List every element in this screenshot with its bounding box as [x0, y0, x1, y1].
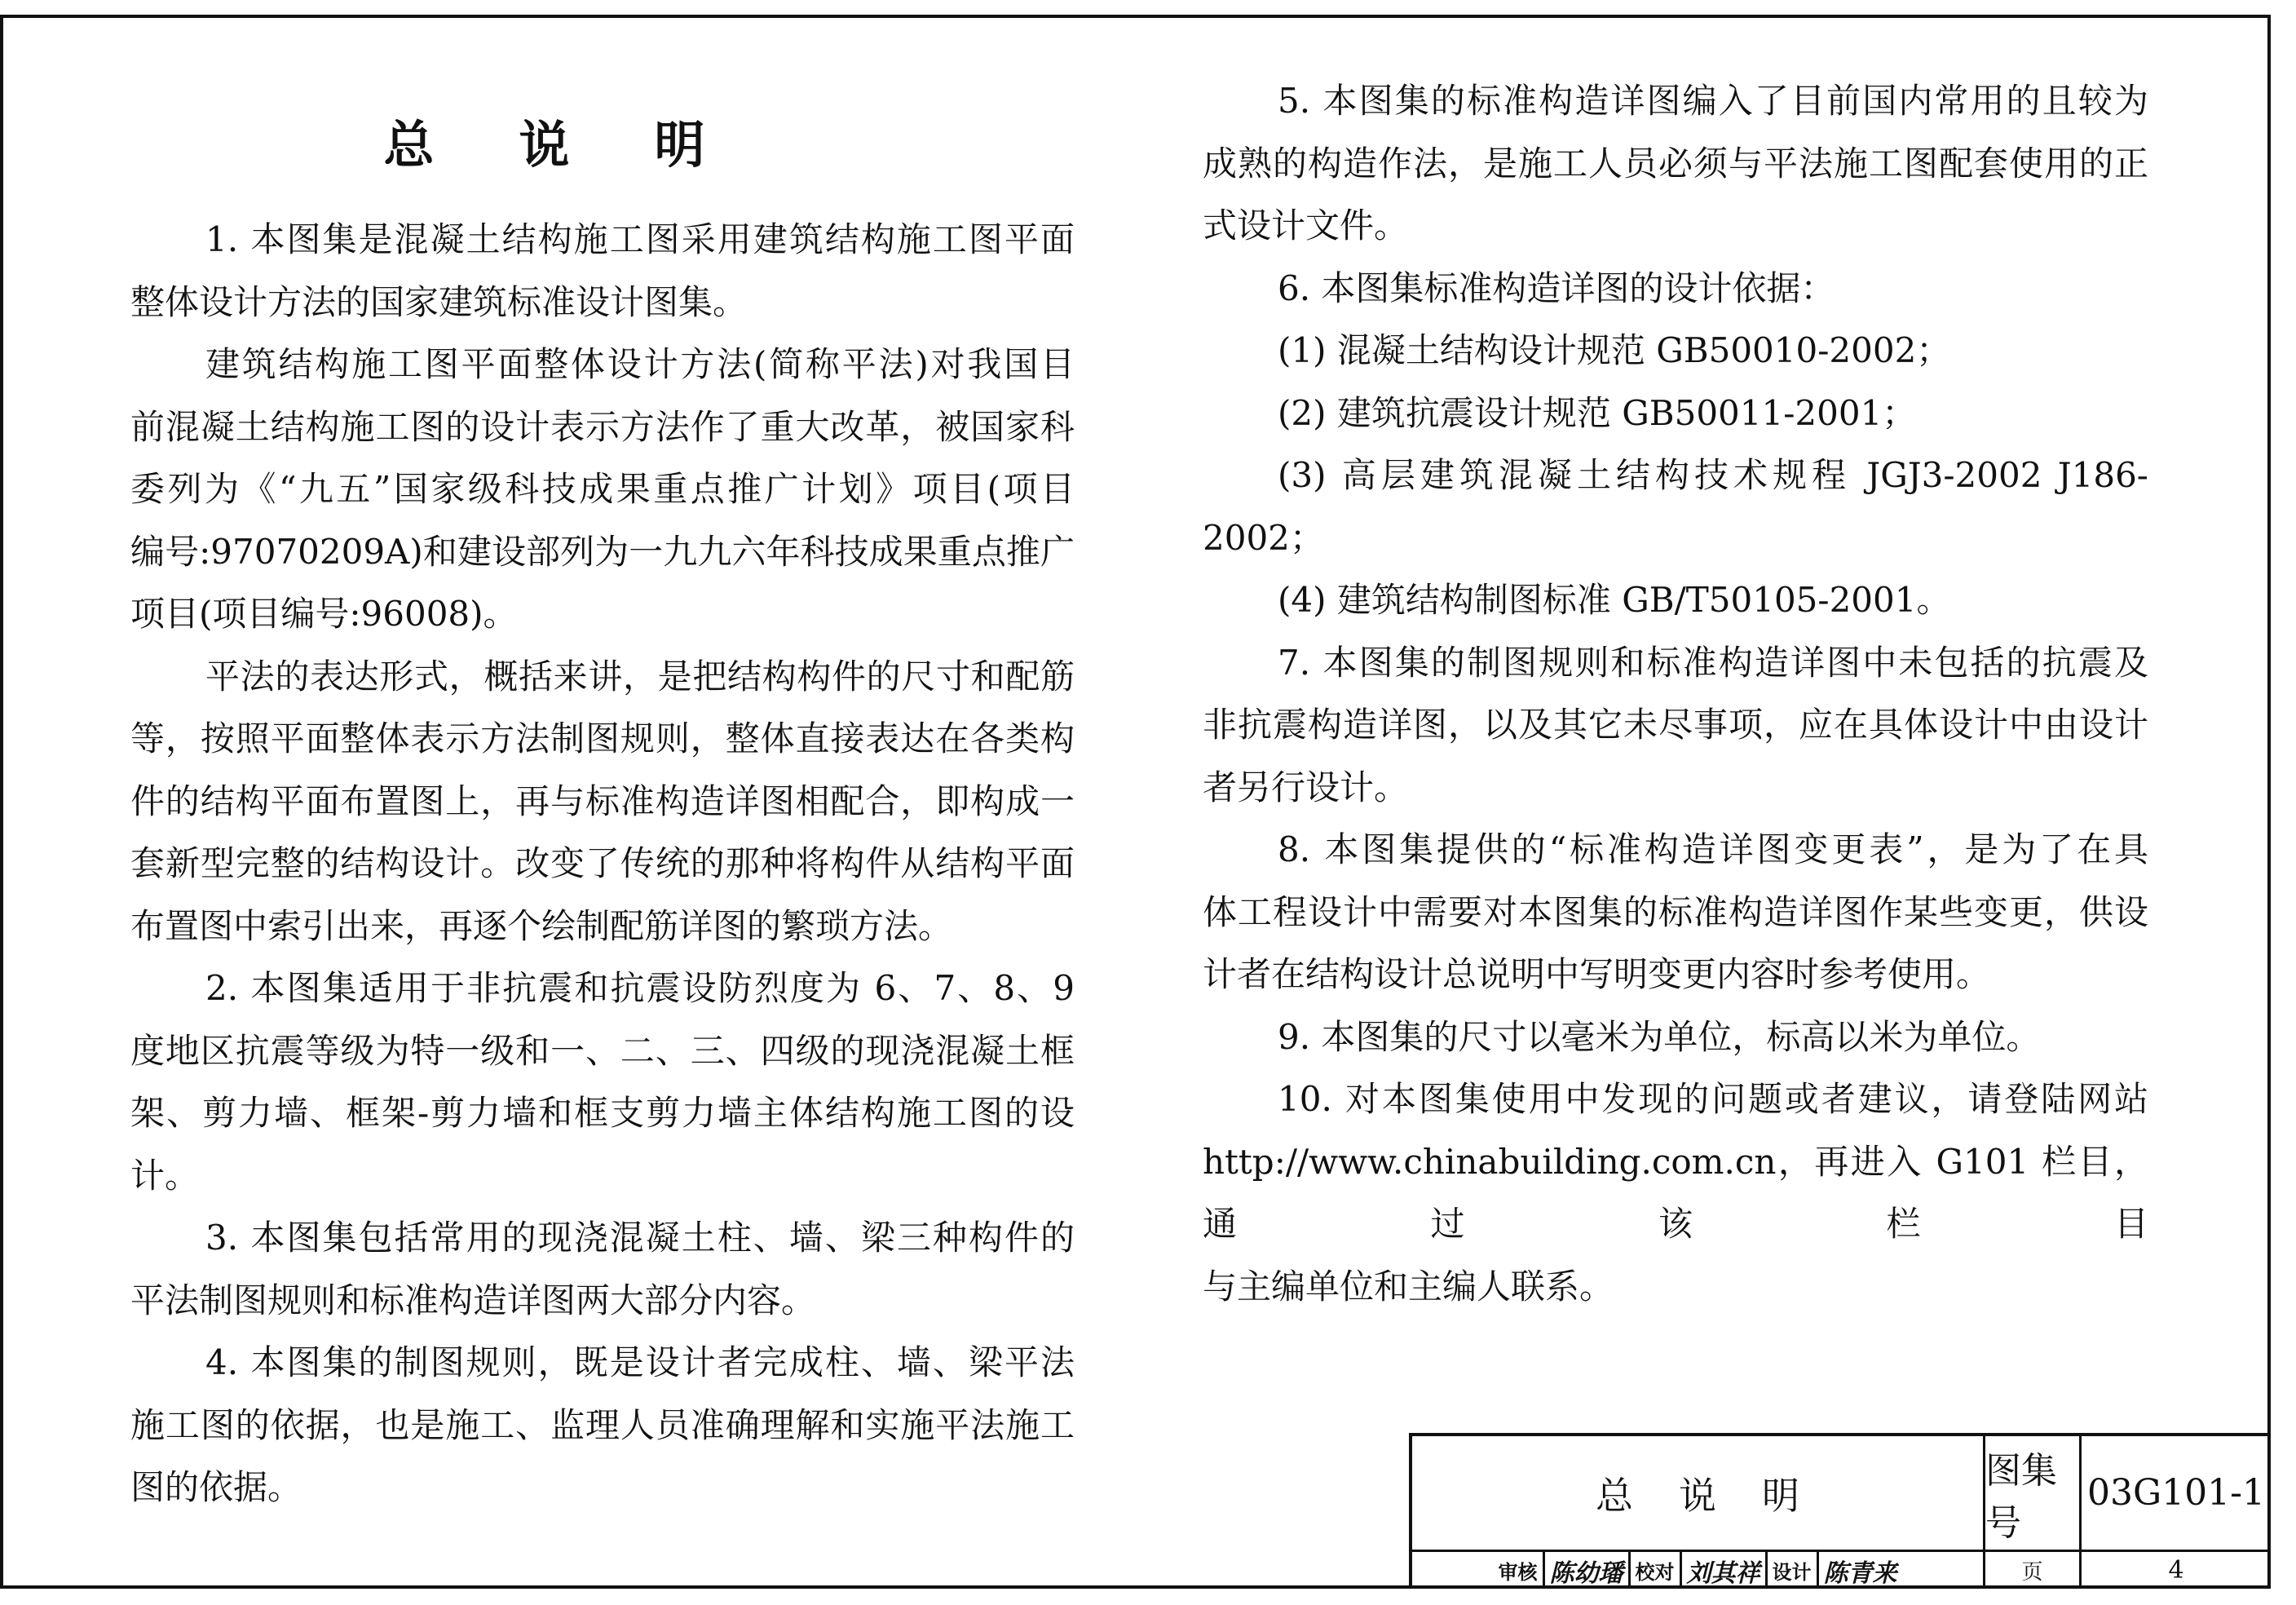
- text-line: 布置图中索引出来，再逐个绘制配筋详图的繁琐方法。: [130, 905, 953, 946]
- design-label: 设计: [1768, 1552, 1819, 1589]
- signature-row: [1412, 1552, 1985, 1589]
- title-char: 明: [654, 115, 705, 175]
- text-line: 施工图的依据，也是施工、监理人员准确理解和实施平法施工: [130, 1404, 1075, 1445]
- atlas-number-label: 图集号: [1985, 1436, 2082, 1552]
- text-line: 编号:97070209A)和建设部列为一九九六年科技成果重点推广: [130, 531, 1075, 572]
- text-line: 9. 本图集的尺寸以毫米为单位，标高以米为单位。: [1278, 1016, 2041, 1057]
- text-line: 非抗震构造详图，以及其它未尽事项，应在具体设计中由设计: [1203, 705, 2148, 745]
- text-line: 10. 对本图集使用中发现的问题或者建议，请登陆网站: [1278, 1079, 2148, 1119]
- tb-title-char: 总: [1596, 1473, 1633, 1518]
- text-line: 式设计文件。: [1203, 206, 1409, 245]
- text-line: (2) 建筑抗震设计规范 GB50011-2001；: [1278, 392, 1917, 433]
- left-column: [130, 209, 1075, 1519]
- text-line: 架、剪力墙、框架-剪力墙和框支剪力墙主体结构施工图的设: [130, 1093, 1075, 1133]
- page-number: 4: [2168, 1556, 2184, 1585]
- page-label: 页: [1985, 1552, 2082, 1589]
- text-line: 件的结构平面布置图上，再与标准构造详图相配合，即构成一: [130, 780, 1075, 821]
- text-line: 2. 本图集适用于非抗震和抗震设防烈度为 6、7、8、9: [205, 968, 1075, 1008]
- text-line: 3. 本图集包括常用的现浇混凝土柱、墙、梁三种构件的: [205, 1218, 1075, 1258]
- text-line: 5. 本图集的标准构造详图编入了目前国内常用的且较为: [1278, 81, 2148, 121]
- title-char: 说: [519, 115, 570, 175]
- text-line: 者另行设计。: [1203, 767, 1409, 807]
- check-signature: 刘其祥: [1682, 1552, 1768, 1589]
- text-line: 平法的表达形式，概括来讲，是把结构构件的尺寸和配筋: [205, 656, 1075, 696]
- right-column: [1203, 70, 2148, 1318]
- text-line: 图的依据。: [130, 1467, 302, 1507]
- text-line: 前混凝土结构施工图的设计表示方法作了重大改革，被国家科: [130, 406, 1075, 447]
- atlas-number: 03G101-1: [2082, 1436, 2271, 1552]
- title-block: [1409, 1433, 2271, 1589]
- check-label: 校对: [1631, 1552, 1682, 1589]
- text-line: 套新型完整的结构设计。改变了传统的那种将构件从结构平面: [130, 843, 1075, 883]
- text-line: 成熟的构造作法，是施工人员必须与平法施工图配套使用的正: [1203, 143, 2148, 183]
- text-line: 整体设计方法的国家建筑标准设计图集。: [130, 281, 748, 322]
- text-line: (3) 高层建筑混凝土结构技术规程 JGJ3-2002 J186-2002；: [1203, 455, 2148, 558]
- text-line: 6. 本图集标准构造详图的设计依据：: [1278, 268, 1835, 308]
- text-line: 7. 本图集的制图规则和标准构造详图中未包括的抗震及: [1278, 642, 2148, 683]
- text-line: 体工程设计中需要对本图集的标准构造详图作某些变更，供设: [1203, 891, 2148, 932]
- text-line: 等，按照平面整体表示方法制图规则，整体直接表达在各类构: [130, 718, 1075, 758]
- text-line: 8. 本图集提供的“标准构造详图变更表”，是为了在具: [1278, 829, 2148, 869]
- text-line: http://www.chinabuilding.com.cn，再进入 G101 栏目，通过该栏目: [1203, 1141, 2148, 1244]
- text-line: 建筑结构施工图平面整体设计方法(简称平法)对我国目: [205, 344, 1075, 384]
- text-line: (4) 建筑结构制图标准 GB/T50105-2001。: [1278, 580, 1951, 620]
- text-line: 计。: [130, 1155, 200, 1196]
- text-line: 计者在结构设计总说明中写明变更内容时参考使用。: [1203, 954, 1991, 994]
- text-line: 1. 本图集是混凝土结构施工图采用建筑结构施工图平面: [205, 219, 1075, 259]
- text-line: 项目(项目编号:96008)。: [130, 594, 518, 634]
- page-title: [0, 104, 1088, 177]
- text-line: (1) 混凝土结构设计规范 GB50010-2002；: [1278, 330, 1951, 370]
- text-line: 委列为《“九五”国家级科技成果重点推广计划》项目(项目: [130, 469, 1075, 509]
- text-line: 4. 本图集的制图规则，既是设计者完成柱、墙、梁平法: [205, 1342, 1075, 1382]
- design-signature: 陈青来: [1823, 1559, 1897, 1588]
- text-line: 平法制图规则和标准构造详图两大部分内容。: [130, 1280, 816, 1320]
- review-label: 审核: [1494, 1552, 1545, 1589]
- tb-title-char: 说: [1679, 1473, 1716, 1518]
- review-signature: 陈幼璠: [1545, 1552, 1631, 1589]
- text-line: 度地区抗震等级为特一级和一、二、三、四级的现浇混凝土框: [130, 1030, 1075, 1071]
- text-line: 与主编单位和主编人联系。: [1203, 1266, 1614, 1307]
- title-block-title: [1412, 1436, 1985, 1552]
- title-char: 总: [383, 115, 435, 175]
- tb-title-char: 明: [1762, 1473, 1799, 1518]
